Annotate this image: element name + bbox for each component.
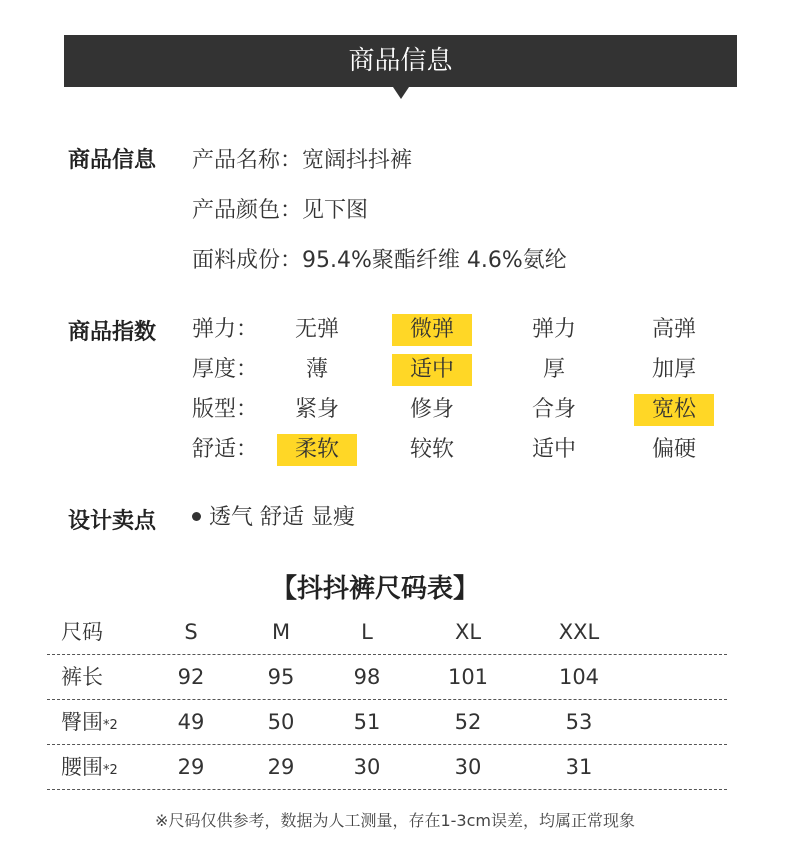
size-header-cell: S: [184, 620, 198, 644]
measure-multiplier: *2: [103, 763, 118, 778]
size-value-cell: 52: [454, 710, 482, 734]
index-option: 无弹: [294, 317, 339, 342]
section-header-bar: [64, 35, 737, 87]
index-row-label: 舒适：: [192, 437, 259, 462]
index-row: [0, 433, 790, 467]
size-disclaimer-note: ※尺码仅供参考，数据为人工测量，存在1-3cm误差，均属正常现象: [155, 811, 635, 830]
index-option: 合身: [531, 397, 576, 422]
product-info-label: 商品信息: [68, 148, 157, 173]
product-color-line: 产品颜色：见下图: [192, 198, 369, 223]
size-value-cell: 53: [565, 710, 593, 734]
size-value-cell: 30: [353, 755, 381, 779]
size-row-label: [61, 655, 151, 700]
index-row: [0, 393, 790, 427]
size-value-cell: 29: [177, 755, 205, 779]
product-name-line: 产品名称：宽阔抖抖裤: [192, 148, 413, 173]
size-value-cell: 29: [267, 755, 295, 779]
size-table-header-row: [47, 610, 727, 655]
size-row-label: [61, 745, 151, 790]
measure-name: 臀围: [61, 710, 103, 734]
size-value-cell: 49: [177, 710, 205, 734]
table-row: [47, 745, 727, 790]
index-option-selected: 柔软: [277, 434, 357, 466]
product-index-label: 商品指数: [68, 320, 157, 345]
index-option: 偏硬: [651, 437, 696, 462]
section-header-title: 商品信息: [348, 46, 453, 76]
selling-points-label: 设计卖点: [68, 509, 157, 534]
index-option: 加厚: [651, 357, 696, 382]
size-header-cell: XL: [454, 620, 482, 644]
size-value-cell: 50: [267, 710, 295, 734]
size-header-label: 尺码: [61, 620, 103, 644]
header-pointer-arrow: [393, 87, 409, 99]
index-option-selected: 适中: [392, 354, 472, 386]
index-option: 高弹: [651, 317, 696, 342]
index-option: 弹力: [531, 317, 576, 342]
index-option: 厚: [542, 357, 565, 382]
size-value-cell: 101: [447, 665, 489, 689]
selling-points: [192, 500, 355, 531]
size-value-cell: 30: [454, 755, 482, 779]
size-value-cell: 104: [558, 665, 600, 689]
selling-points-text: 透气 舒适 显瘦: [209, 505, 355, 530]
size-header-cell: M: [271, 620, 291, 644]
size-value-cell: 92: [177, 665, 205, 689]
size-value-cell: 95: [267, 665, 295, 689]
size-header-cell: XXL: [558, 620, 600, 644]
size-table-title: 【抖抖裤尺码表】: [270, 574, 479, 604]
measure-name: 腰围: [61, 755, 103, 779]
size-header-cell: L: [361, 620, 373, 644]
measure-name: 裤长: [61, 665, 103, 689]
fabric-composition-line: 面料成份：95.4%聚酯纤维 4.6%氨纶: [192, 248, 567, 273]
index-option: 适中: [531, 437, 576, 462]
index-row-label: 弹力：: [192, 317, 259, 342]
index-option: 薄: [305, 357, 328, 382]
size-value-cell: 98: [353, 665, 381, 689]
index-row: [0, 353, 790, 387]
index-row-label: 版型：: [192, 397, 259, 422]
size-row-label: [61, 700, 151, 745]
index-option: 较软: [409, 437, 454, 462]
table-row: [47, 700, 727, 745]
index-row: [0, 313, 790, 347]
bullet-dot-icon: [192, 512, 201, 521]
index-option-selected: 宽松: [634, 394, 714, 426]
table-row: [47, 655, 727, 700]
index-option: 修身: [409, 397, 454, 422]
size-value-cell: 31: [565, 755, 593, 779]
size-value-cell: 51: [353, 710, 381, 734]
measure-multiplier: *2: [103, 718, 118, 733]
index-option: 紧身: [294, 397, 339, 422]
index-option-selected: 微弹: [392, 314, 472, 346]
index-row-label: 厚度：: [192, 357, 259, 382]
